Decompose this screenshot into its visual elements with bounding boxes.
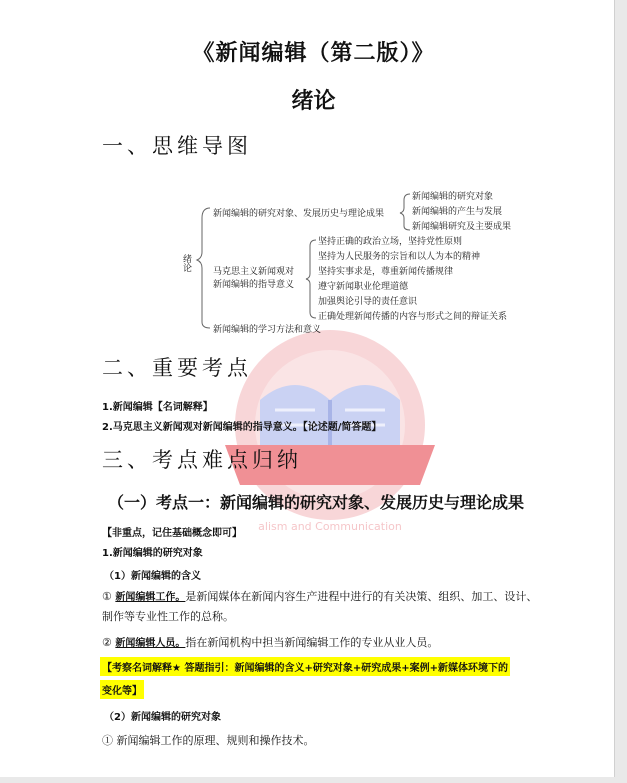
definition-1-term: 新闻编辑工作。 — [115, 592, 186, 603]
definition-2-text: 指在新闻机构中担当新闻编辑工作的专业从业人员。 — [185, 636, 439, 649]
definition-1-text-b: 制作等专业性工作的总称。 — [102, 610, 234, 623]
sub-2-heading: （2）新闻编辑的研究对象 — [104, 712, 221, 723]
sub-1-heading: （1）新闻编辑的含义 — [104, 571, 201, 582]
item-1-heading: 1.新闻编辑的研究对象 — [102, 548, 203, 559]
page-bottom-edge — [0, 777, 627, 783]
page-edge — [614, 0, 627, 783]
branch-2-child-4: 遵守新闻职业伦理道德 — [318, 282, 409, 292]
branch-1-child-2: 新闻编辑的产生与发展 — [412, 207, 503, 217]
topic-1-note: 【非重点，记住基础概念即可】 — [102, 528, 242, 539]
branch-1-label: 新闻编辑的研究对象、发展历史与理论成果 — [213, 209, 385, 219]
topic-1-heading: （一）考点一：新闻编辑的研究对象、发展历史与理论成果 — [108, 493, 525, 512]
section-mindmap-heading: 一、思维导图 — [102, 134, 252, 158]
mindmap-root: 绪论 — [181, 254, 191, 272]
section-summary-heading: 三、考点难点归纳 — [102, 448, 302, 472]
definition-2-term: 新闻编辑人员。 — [115, 638, 186, 649]
branch-2-child-3: 坚持实事求是，尊重新闻传播规律 — [318, 267, 454, 277]
watermark-text: alism and Communication — [258, 520, 402, 533]
research-object-1: ① 新闻编辑工作的原理、规则和操作技术。 — [102, 734, 315, 747]
document-title: 《新闻编辑（第二版）》 — [192, 41, 435, 66]
branch-3-label: 新闻编辑的学习方法和意义 — [213, 325, 322, 335]
branch-2-child-5: 加强舆论引导的责任意识 — [318, 297, 418, 307]
section-keypoints-heading: 二、重要考点 — [102, 356, 252, 380]
key-point-2: 2.马克思主义新闻观对新闻编辑的指导意义。【论述题/简答题】 — [102, 422, 382, 433]
definition-1-number: ① — [102, 590, 112, 603]
branch-2-child-2: 坚持为人民服务的宗旨和以人为本的精神 — [318, 252, 481, 262]
branch-1-child-1: 新闻编辑的研究对象 — [412, 192, 494, 202]
branch-1-child-3: 新闻编辑研究及主要成果 — [412, 222, 512, 232]
key-point-1: 1.新闻编辑【名词解释】 — [102, 402, 213, 413]
branch-2-label-line1: 马克思主义新闻观对 — [213, 267, 295, 277]
highlight-line-1: 【考察名词解释★ 答题指引：新闻编辑的含义+研究对象+研究成果+案例+新媒体环境下的 — [100, 657, 510, 676]
mind-map — [180, 182, 525, 340]
definition-1-text-a: 是新闻媒体在新闻内容生产进程中进行的有关决策、组织、加工、设计、 — [185, 590, 538, 603]
definition-2-number: ② — [102, 636, 112, 649]
definition-2-line — [102, 634, 438, 650]
highlight-line-2: 变化等】 — [100, 680, 144, 699]
branch-2-child-6: 正确处理新闻传播的内容与形式之间的辩证关系 — [318, 312, 508, 322]
branch-2-child-1: 坚持正确的政治立场，坚持党性原则 — [318, 237, 463, 247]
chapter-title: 绪论 — [291, 89, 336, 114]
branch-2-label-line2: 新闻编辑的指导意义 — [213, 280, 295, 290]
definition-1-line-1 — [102, 588, 537, 604]
